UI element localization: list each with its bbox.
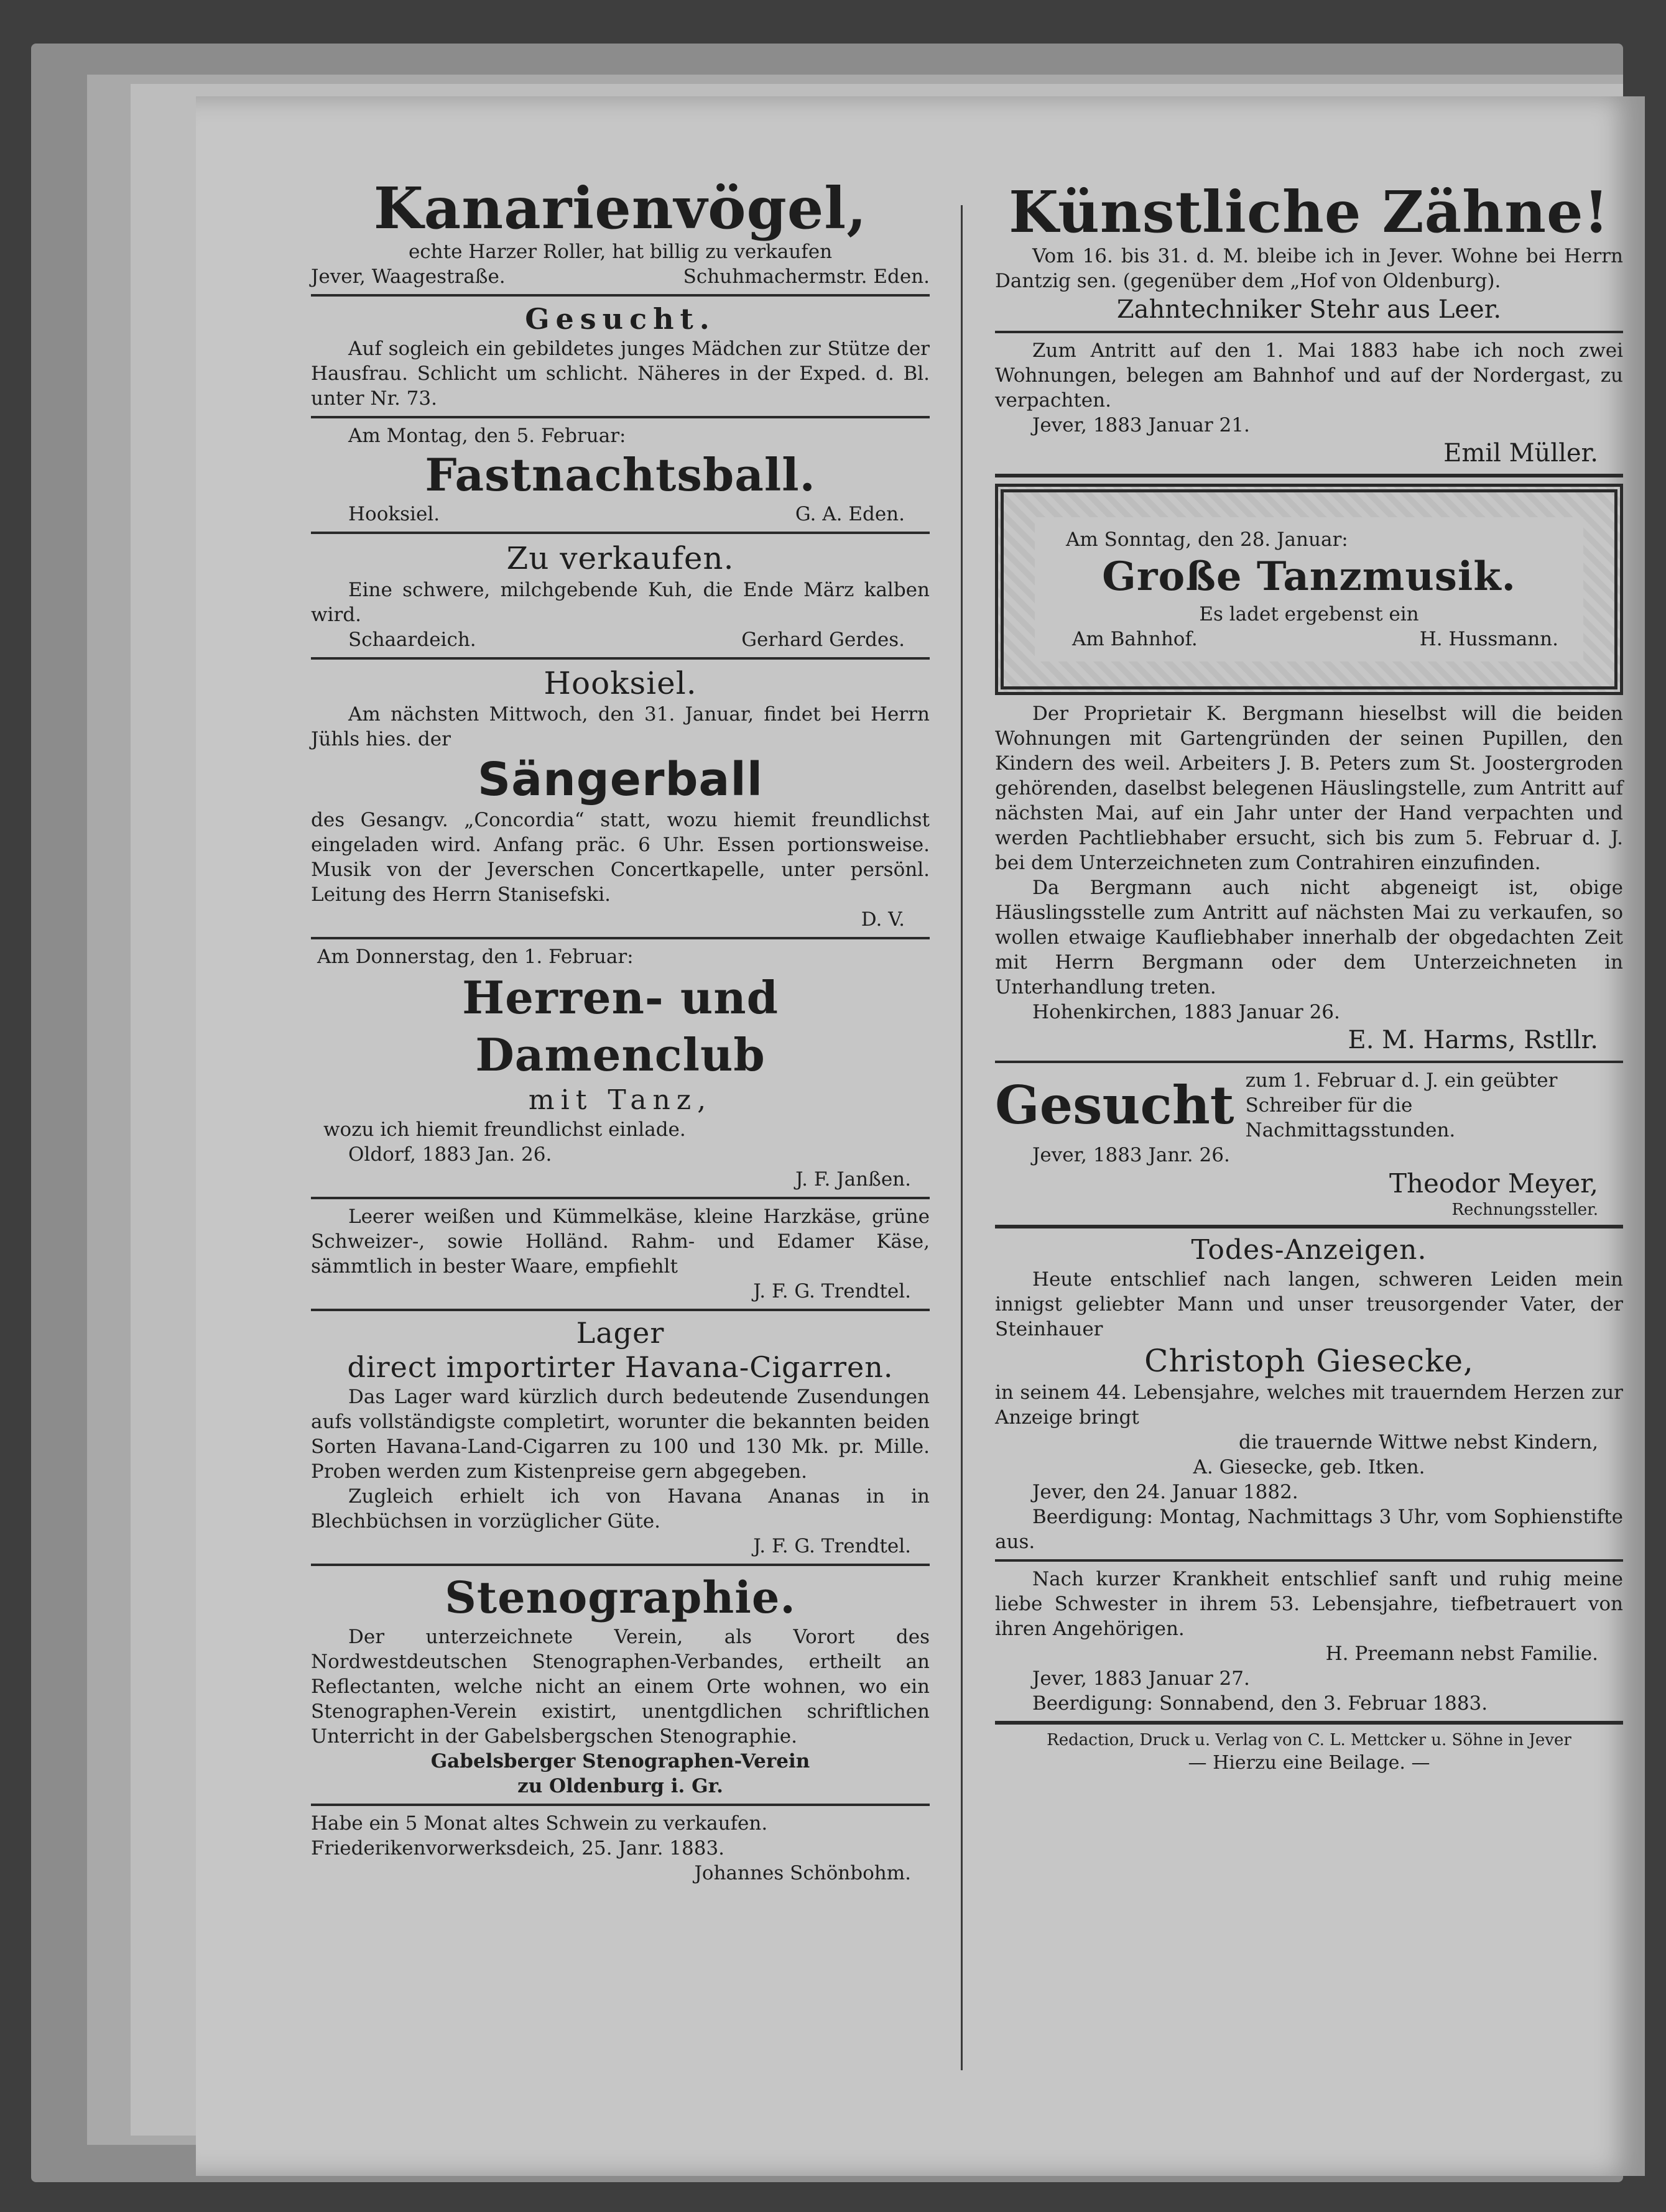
ad-text: Habe ein 5 Monat altes Schwein zu verkaufen. <box>311 1812 768 1835</box>
frame-inner <box>1035 517 1583 661</box>
impressum <box>995 1730 1623 1776</box>
ad-place: Jever, 1883 Janr. 26. <box>1032 1144 1230 1166</box>
ad-title: Künstliche Zähne! <box>1009 178 1609 246</box>
notice-signer: H. Preemann nebst Familie. <box>1325 1643 1598 1665</box>
ad-place: Hooksiel. <box>348 503 440 525</box>
ad-signer: J. F. G. Trendtel. <box>753 1535 911 1557</box>
burial: Beerdigung: Montag, Nachmittags 3 Uhr, vom Sophienstifte aus. <box>995 1506 1623 1553</box>
ad-havana-cigarren <box>311 1316 930 1559</box>
ad-signer: Johannes Schönbohm. <box>694 1862 911 1884</box>
separator <box>995 331 1623 333</box>
ad-text: echte Harzer Roller, hat billig zu verkaufen <box>408 241 833 263</box>
ad-title: Kanarienvögel, <box>373 175 868 242</box>
ad-signer-place: zu Oldenburg i. Gr. <box>517 1775 723 1797</box>
ad-signer: Zahntechniker Stehr aus Leer. <box>1116 295 1502 324</box>
burial: Beerdigung: Sonnabend, den 3. Februar 1883. <box>1032 1692 1488 1715</box>
ad-signer: J. F. Janßen. <box>795 1168 911 1191</box>
ad-title: Gesucht. <box>525 302 716 336</box>
ad-text-2: Zugleich erhielt ich von Havana Ananas in in Blechbüchsen in vorzüglicher Güte. <box>311 1485 930 1532</box>
deceased-name: Christoph Giesecke, <box>1144 1343 1474 1379</box>
ad-subtitle: mit Tanz, <box>528 1084 713 1116</box>
ad-intro: Am nächsten Mittwoch, den 31. Januar, findet bei Herrn Jühls hies. der <box>311 703 930 750</box>
notice-place: Jever, 1883 Januar 27. <box>1032 1667 1250 1690</box>
ad-signer-role: Rechnungssteller. <box>1451 1200 1598 1219</box>
ad-text: Der unterzeichnete Verein, als Vorort des Nordwestdeutschen Stenographen-Verbandes, ertheilt an Reflectanten, welche nicht an einem Orte wohnen, wo ein Stenographen-Verein existirt, unentgdlichen schriftlichen Unterricht in der Gabelsbergschen Stenographie. <box>311 1626 930 1748</box>
ad-signer: H. Hussmann. <box>1419 628 1558 650</box>
ad-signer: Gerhard Gerdes. <box>741 629 905 651</box>
ad-stenographie <box>311 1571 930 1799</box>
separator <box>995 1225 1623 1228</box>
ad-place: Schaardeich. <box>348 629 476 651</box>
separator <box>311 1564 930 1566</box>
ad-subtitle: direct importirter Havana-Cigarren. <box>347 1350 894 1384</box>
ad-zu-verkaufen <box>311 539 930 652</box>
notice-text: Nach kurzer Krankheit entschlief sanft und ruhig meine liebe Schwester in ihrem 53. Lebensjahre, tiefbetrauert von ihren Angehörigen. <box>995 1568 1623 1640</box>
ad-text: wozu ich hiemit freundlichst einlade. <box>323 1118 686 1141</box>
ad-date: Am Sonntag, den 28. Januar: <box>1066 528 1348 551</box>
ad-wohnungen <box>995 338 1623 469</box>
ad-kanarienvoegel <box>311 177 930 289</box>
ad-kuenstliche-zaehne <box>995 180 1623 326</box>
ad-text: Eine schwere, milchgebende Kuh, die Ende März kalben wird. <box>311 579 930 626</box>
ad-title: Zu verkaufen. <box>506 540 734 576</box>
ad-fastnachtsball <box>311 423 930 527</box>
ad-title: Lager <box>576 1316 665 1350</box>
ad-footer <box>1047 627 1571 652</box>
ad-text-2: Da Bergmann auch nicht abgeneigt ist, obige Häuslingsstelle zum Antritt auf nächsten Mai zu verkaufen, so wollen etwaige Kaufliebhaber innerhalb der obgedachten Zeit mit Herrn Bergmann oder dem Unterzeichneten in Unterhandlung treten. <box>995 877 1623 998</box>
ad-text: Es ladet ergebenst ein <box>1199 603 1419 625</box>
ad-todes-anzeige-2 <box>995 1567 1623 1716</box>
ad-place: Oldorf, 1883 Jan. 26. <box>348 1143 552 1166</box>
ad-gesucht <box>311 302 930 411</box>
notice-text: Heute entschlief nach langen, schweren Leiden mein innigst geliebter Mann und unser treusorgender Vater, der Steinhauer <box>995 1268 1623 1340</box>
ad-text: Der Proprietair K. Bergmann hieselbst will die beiden Wohnungen mit Gartengründen der seinen Pupillen, den Kindern des weil. Arbeiters J. B. Peters zum St. Joostergroden gehörenden, daselbst belegenen Häuslingstelle, zum Antritt auf nächsten Mai, auf ein Jahr unter der Hand verpachten und werden Pachtliebhaber ersucht, sich bis zum 5. Februar d. J. bei dem Unterzeichneten zum Contrahiren einzufinden. <box>995 703 1623 874</box>
separator <box>995 1061 1623 1063</box>
ad-text: Vom 16. bis 31. d. M. bleibe ich in Jever. Wohne bei Herrn Dantzig sen. (gegenüber dem „Hof von Oldenburg). <box>995 245 1623 292</box>
ad-schwein <box>311 1811 930 1886</box>
ad-signer: Gabelsberger Stenographen-Verein <box>430 1750 810 1772</box>
ad-place: Jever, Waagestraße. <box>311 265 506 288</box>
ad-signer: Schuhmachermstr. Eden. <box>683 265 930 288</box>
ad-text: Auf sogleich ein gebildetes junges Mädchen zur Stütze der Hausfrau. Schlicht um schlicht. Näheres in der Exped. d. Bl. unter Nr. 73. <box>311 338 930 410</box>
ad-title: Herren- und Damenclub <box>462 971 779 1081</box>
ad-place: Friederikenvorwerksdeich, 25. Janr. 1883. <box>311 1837 725 1859</box>
ad-signer: J. F. G. Trendtel. <box>753 1280 911 1302</box>
ad-saengerball <box>311 665 930 932</box>
ad-place: Am Bahnhof. <box>1072 628 1198 650</box>
ad-footer <box>311 502 930 527</box>
ad-title: Stenographie. <box>445 1572 796 1623</box>
ad-footer <box>311 627 930 652</box>
ad-text: Leerer weißen und Kümmelkäse, kleine Harzkäse, grüne Schweizer-, sowie Holländ. Rahm- und Edamer Käse, sämmtlich in bester Waare, empfiehlt <box>311 1205 930 1278</box>
ad-signer: G. A. Eden. <box>795 503 905 525</box>
ad-text: zum 1. Februar d. J. ein geübter Schreiber für die Nachmittagsstunden. <box>1245 1069 1558 1141</box>
ad-date: Am Montag, den 5. Februar: <box>348 425 626 447</box>
right-column <box>995 96 1623 1776</box>
ad-place: Hohenkirchen, 1883 Januar 26. <box>1032 1001 1340 1023</box>
ad-damenclub <box>311 944 930 1192</box>
separator <box>311 532 930 534</box>
ad-title: Hooksiel. <box>544 665 697 701</box>
ad-signer: D. V. <box>861 908 905 931</box>
ad-text: des Gesangv. „Concordia“ statt, wozu hiemit freundlichst eingeladen wird. Anfang präc. 6 Uhr. Essen portionsweise. Musik von der Jeverschen Concertkapelle, unter persönl. Leitung des Herrn Stanisefski. <box>311 809 930 906</box>
notice-place: Jever, den 24. Januar 1882. <box>1032 1481 1298 1503</box>
separator <box>311 657 930 660</box>
separator <box>995 474 1623 477</box>
family-name: A. Giesecke, geb. Itken. <box>1193 1456 1425 1478</box>
column-divider <box>961 205 963 2070</box>
impressum-line: Redaction, Druck u. Verlag von C. L. Mettcker u. Söhne in Jever <box>1047 1731 1571 1749</box>
ad-signer: Emil Müller. <box>1443 439 1598 468</box>
left-column <box>311 96 930 1886</box>
ad-signer: E. M. Harms, Rstllr. <box>1348 1026 1598 1054</box>
separator <box>311 416 930 418</box>
ad-tanzmusik-frame <box>995 484 1623 695</box>
family: die trauernde Wittwe nebst Kindern, <box>1239 1431 1598 1454</box>
ad-signer: Theodor Meyer, <box>1389 1168 1598 1199</box>
separator <box>311 1197 930 1199</box>
ad-footer <box>311 264 930 289</box>
ad-date: Am Donnerstag, den 1. Februar: <box>317 946 634 968</box>
ad-kaese <box>311 1204 930 1304</box>
ad-todes-anzeigen <box>995 1233 1623 1554</box>
ad-text: Das Lager ward kürzlich durch bedeutende Zusendungen aufs vollständigste completirt, worunter die bekannten beiden Sorten Havana-Land-Cigarren zu 100 und 130 Mk. pr. Mille. Proben werden zum Kistenpreise gern abgegeben. <box>311 1386 930 1483</box>
separator <box>311 1309 930 1311</box>
separator <box>995 1559 1623 1562</box>
ad-gesucht-schreiber <box>995 1068 1623 1220</box>
ad-title: Fastnachtsball. <box>425 448 816 501</box>
ad-title: Große Tanzmusik. <box>1102 553 1516 600</box>
ad-header-row <box>995 1068 1623 1143</box>
separator <box>311 294 930 297</box>
ad-place: Jever, 1883 Januar 21. <box>1032 414 1250 436</box>
notice-text-2: in seinem 44. Lebensjahre, welches mit trauerndem Herzen zur Anzeige bringt <box>995 1381 1623 1429</box>
section-title: Todes-Anzeigen. <box>1191 1234 1427 1266</box>
ad-event: Sängerball <box>477 753 764 806</box>
separator <box>311 937 930 939</box>
ad-title: Gesucht <box>995 1074 1234 1136</box>
ad-bergmann <box>995 701 1623 1056</box>
impressum-beilage: — Hierzu eine Beilage. — <box>1188 1752 1430 1774</box>
separator <box>995 1721 1623 1725</box>
separator <box>311 1804 930 1806</box>
ad-text: Zum Antritt auf den 1. Mai 1883 habe ich noch zwei Wohnungen, belegen am Bahnhof und auf der Nordergast, zu verpachten. <box>995 339 1623 412</box>
